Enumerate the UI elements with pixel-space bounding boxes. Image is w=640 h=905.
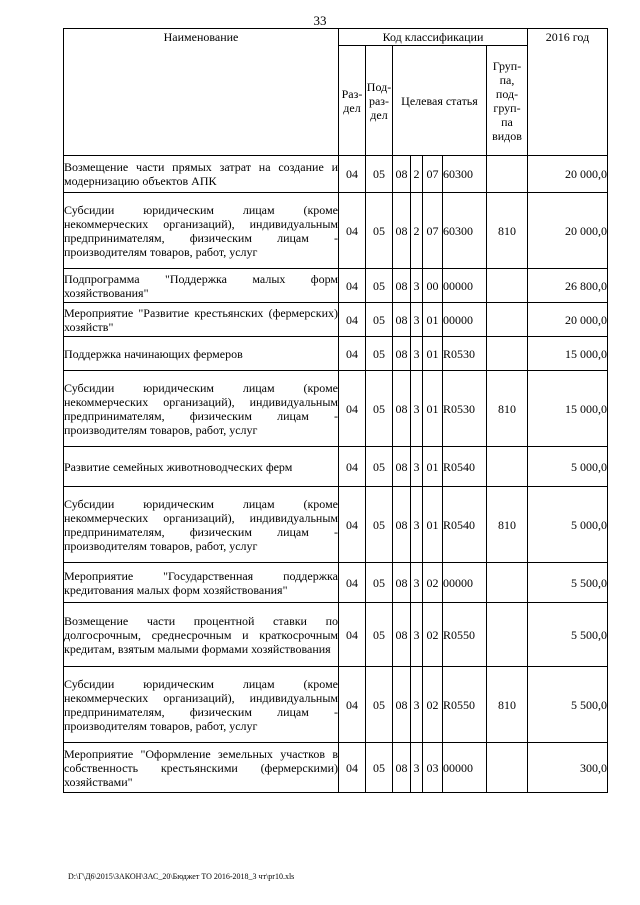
budget-table [63,28,608,793]
row-vid [487,156,528,193]
row-podrazdel: 05 [366,667,393,743]
header-group: Груп- па, под- груп- па видов [487,46,528,156]
row-amount: 20 000,0 [528,156,608,193]
row-amount: 15 000,0 [528,337,608,371]
file-path-footer: D:\Г\Д6\2015\ЗАКОН\ЗАС_20\Бюджет ТО 2016-2018_3 чт\pr10.xls [68,872,295,881]
row-name: Субсидии юридическим лицам (кроме некоммерческих организаций), индивидуальным предпринимателям, физическим лицам - производителям товаров, работ, услуг [64,371,339,447]
row-cs-event: 01 [423,337,443,371]
header-target-article: Целевая статья [393,46,487,156]
row-cs-subprogram: 2 [411,156,423,193]
row-podrazdel: 05 [366,563,393,603]
row-amount: 26 800,0 [528,269,608,303]
table-row [64,447,608,487]
row-cs-event: 02 [423,563,443,603]
row-cs-event: 01 [423,371,443,447]
row-razdel: 04 [339,193,366,269]
row-vid [487,603,528,667]
page-number: 33 [313,13,327,28]
row-amount: 5 000,0 [528,487,608,563]
row-vid: 810 [487,371,528,447]
row-razdel: 04 [339,447,366,487]
row-podrazdel: 05 [366,269,393,303]
table-row [64,563,608,603]
header-section: Раз- дел [339,46,366,156]
header-year: 2016 год [528,29,608,46]
table-row [64,743,608,793]
row-podrazdel: 05 [366,743,393,793]
row-cs-direction: 60300 [443,193,487,269]
row-vid [487,303,528,337]
row-name: Субсидии юридическим лицам (кроме некоммерческих организаций), индивидуальным предпринимателям, физическим лицам - производителям товаров, работ, услуг [64,487,339,563]
row-podrazdel: 05 [366,371,393,447]
row-cs-subprogram: 3 [411,667,423,743]
row-vid: 810 [487,193,528,269]
row-razdel: 04 [339,487,366,563]
row-razdel: 04 [339,563,366,603]
row-podrazdel: 05 [366,447,393,487]
row-cs-subprogram: 3 [411,487,423,563]
row-name: Мероприятие "Оформление земельных участков в собственность крестьянскими (фермерскими) хозяйствами" [64,743,339,793]
row-cs-event: 03 [423,743,443,793]
table-row [64,337,608,371]
row-razdel: 04 [339,371,366,447]
row-podrazdel: 05 [366,603,393,667]
row-name: Субсидии юридическим лицам (кроме некоммерческих организаций), индивидуальным предпринимателям, физическим лицам - производителям товаров, работ, услуг [64,667,339,743]
row-podrazdel: 05 [366,303,393,337]
row-cs-event: 07 [423,156,443,193]
row-amount: 300,0 [528,743,608,793]
header-name-blank [64,46,339,156]
row-cs-program: 08 [393,603,411,667]
row-razdel: 04 [339,303,366,337]
table-row [64,667,608,743]
row-name: Поддержка начинающих фермеров [64,337,339,371]
row-podrazdel: 05 [366,156,393,193]
table-row [64,303,608,337]
row-cs-subprogram: 3 [411,269,423,303]
header-name: Наименование [64,29,339,46]
row-name: Возмещение части прямых затрат на создание и модернизацию объектов АПК [64,156,339,193]
row-vid [487,447,528,487]
row-razdel: 04 [339,337,366,371]
row-cs-direction: R0540 [443,447,487,487]
table-row [64,603,608,667]
row-name: Мероприятие "Государственная поддержка кредитования малых форм хозяйствования" [64,563,339,603]
row-amount: 5 500,0 [528,563,608,603]
table-row [64,269,608,303]
row-razdel: 04 [339,743,366,793]
row-cs-program: 08 [393,563,411,603]
row-cs-direction: 00000 [443,269,487,303]
row-razdel: 04 [339,156,366,193]
row-cs-event: 01 [423,303,443,337]
row-cs-event: 01 [423,447,443,487]
table-row [64,371,608,447]
row-vid [487,337,528,371]
row-cs-direction: R0540 [443,487,487,563]
row-cs-event: 07 [423,193,443,269]
row-vid [487,743,528,793]
row-razdel: 04 [339,269,366,303]
row-cs-program: 08 [393,447,411,487]
row-cs-subprogram: 3 [411,337,423,371]
row-cs-subprogram: 3 [411,303,423,337]
row-cs-direction: 00000 [443,743,487,793]
row-cs-event: 00 [423,269,443,303]
table-row [64,487,608,563]
header-year-blank [528,46,608,156]
row-cs-subprogram: 3 [411,371,423,447]
row-cs-program: 08 [393,156,411,193]
row-cs-direction: R0550 [443,667,487,743]
row-cs-direction: R0530 [443,337,487,371]
row-vid [487,563,528,603]
row-amount: 20 000,0 [528,193,608,269]
row-podrazdel: 05 [366,193,393,269]
row-cs-event: 01 [423,487,443,563]
row-cs-program: 08 [393,667,411,743]
row-vid: 810 [487,667,528,743]
row-name: Развитие семейных животноводческих ферм [64,447,339,487]
row-amount: 5 500,0 [528,667,608,743]
row-podrazdel: 05 [366,487,393,563]
row-cs-subprogram: 3 [411,603,423,667]
row-cs-program: 08 [393,371,411,447]
row-name: Возмещение части процентной ставки по долгосрочным, среднесрочным и краткосрочным кредитам, взятым малыми формами хозяйствования [64,603,339,667]
row-vid: 810 [487,487,528,563]
row-cs-direction: R0530 [443,371,487,447]
table-row [64,156,608,193]
row-amount: 15 000,0 [528,371,608,447]
row-amount: 5 500,0 [528,603,608,667]
row-cs-program: 08 [393,487,411,563]
row-name: Подпрограмма "Поддержка малых форм хозяйствования" [64,269,339,303]
row-cs-program: 08 [393,269,411,303]
row-cs-event: 02 [423,667,443,743]
row-cs-subprogram: 2 [411,193,423,269]
row-cs-direction: 00000 [443,563,487,603]
row-cs-direction: 00000 [443,303,487,337]
row-cs-event: 02 [423,603,443,667]
row-razdel: 04 [339,667,366,743]
row-razdel: 04 [339,603,366,667]
row-name: Мероприятие "Развитие крестьянских (фермерских) хозяйств" [64,303,339,337]
row-amount: 5 000,0 [528,447,608,487]
row-cs-subprogram: 3 [411,563,423,603]
table-row [64,193,608,269]
row-cs-program: 08 [393,303,411,337]
row-name: Субсидии юридическим лицам (кроме некоммерческих организаций), индивидуальным предпринимателям, физическим лицам - производителям товаров, работ, услуг [64,193,339,269]
row-vid [487,269,528,303]
header-classification: Код классификации [339,29,528,46]
row-cs-subprogram: 3 [411,447,423,487]
row-cs-direction: 60300 [443,156,487,193]
header-subsection: Под- раз- дел [366,46,393,156]
row-podrazdel: 05 [366,337,393,371]
row-cs-program: 08 [393,337,411,371]
row-cs-program: 08 [393,193,411,269]
row-cs-program: 08 [393,743,411,793]
row-amount: 20 000,0 [528,303,608,337]
row-cs-subprogram: 3 [411,743,423,793]
row-cs-direction: R0550 [443,603,487,667]
